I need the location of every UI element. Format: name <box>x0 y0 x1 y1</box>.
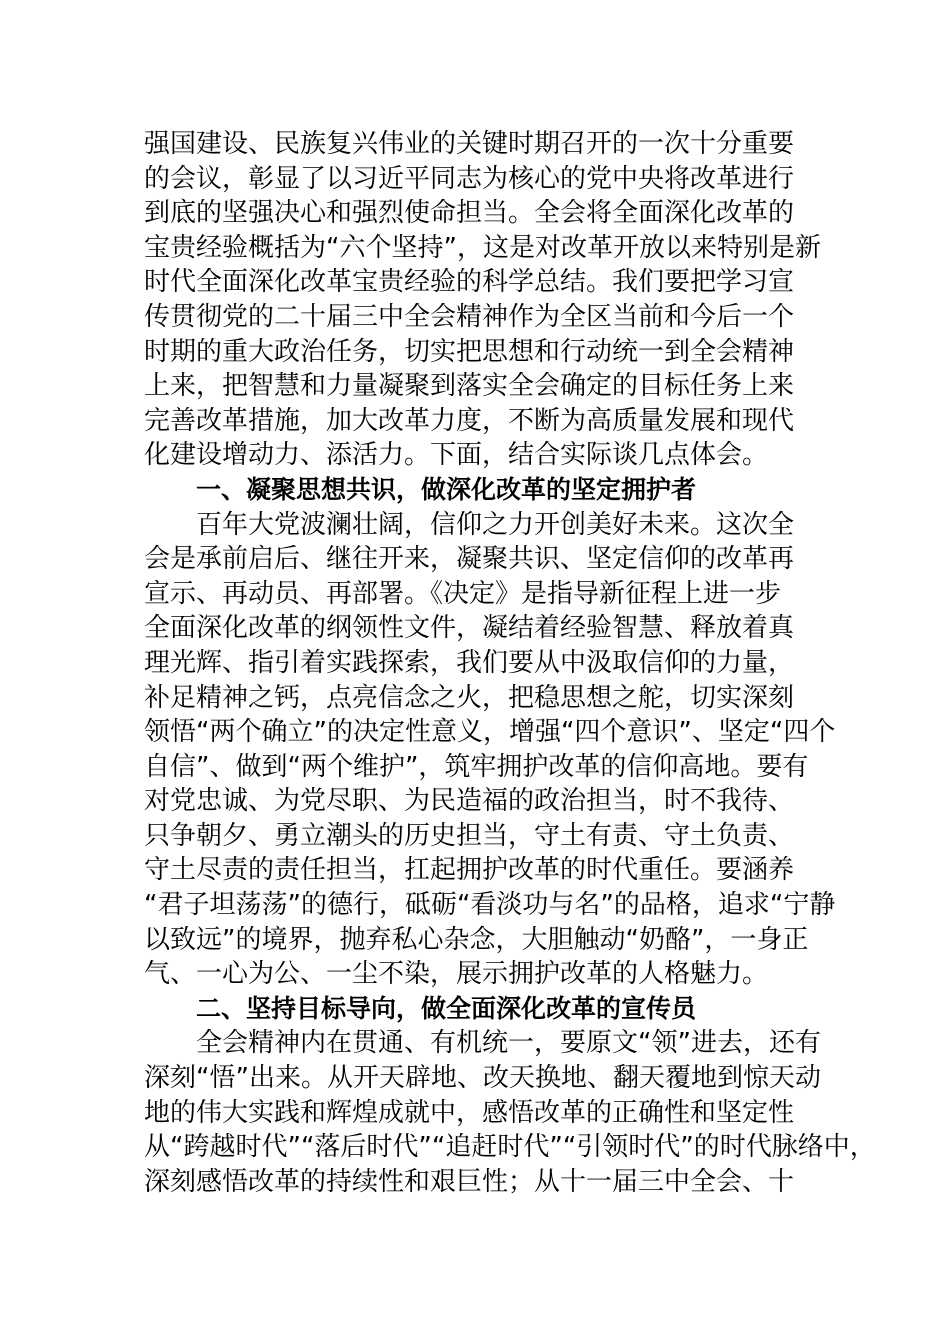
paragraph-first-line: 百年大党波澜壮阔，信仰之力开创美好未来。这次全 <box>196 509 795 540</box>
body-line: “君子坦荡荡”的德行，砥砺“看淡功与名”的品格，追求“宁静 <box>144 890 836 921</box>
body-line: 深刻“悟”出来。从开天辟地、改天换地、翻天覆地到惊天动 <box>144 1063 821 1094</box>
body-line: 上来，把智慧和力量凝聚到落实全会确定的目标任务上来 <box>144 371 795 402</box>
body-line: 完善改革措施，加大改革力度，不断为高质量发展和现代 <box>144 405 795 436</box>
body-line: 会是承前启后、继往开来，凝聚共识、坚定信仰的改革再 <box>144 544 795 575</box>
body-line: 时代全面深化改革宝贵经验的科学总结。我们要把学习宣 <box>144 267 795 298</box>
body-line: 化建设增动力、添活力。下面，结合实际谈几点体会。 <box>144 440 769 471</box>
body-line: 传贯彻党的二十届三中全会精神作为全区当前和今后一个 <box>144 301 795 332</box>
body-line: 自信”、做到“两个维护”，筑牢拥护改革的信仰高地。要有 <box>144 751 809 782</box>
body-line: 补足精神之钙，点亮信念之火，把稳思想之舵，切实深刻 <box>144 682 795 713</box>
body-line: 守土尽责的责任担当，扛起拥护改革的时代重任。要涵养 <box>144 855 795 886</box>
section-heading: 一、凝聚思想共识，做深化改革的坚定拥护者 <box>196 474 697 504</box>
body-line: 只争朝夕、勇立潮头的历史担当，守土有责、守土负责、 <box>144 820 795 851</box>
body-line: 到底的坚强决心和强烈使命担当。全会将全面深化改革的 <box>144 198 795 229</box>
body-line: 的会议，彰显了以习近平同志为核心的党中央将改革进行 <box>144 163 795 194</box>
body-line: 宣示、再动员、再部署。《决定》是指导新征程上进一步 <box>144 578 782 609</box>
body-line: 全面深化改革的纲领性文件，凝结着经验智慧、释放着真 <box>144 613 795 644</box>
body-line: 宝贵经验概括为“六个坚持”，这是对改革开放以来特别是新 <box>144 232 821 263</box>
body-line: 对党忠诚、为党尽职、为民造福的政治担当，时不我待、 <box>144 786 795 817</box>
section-heading: 二、坚持目标导向，做全面深化改革的宣传员 <box>196 993 697 1023</box>
body-line: 时期的重大政治任务，切实把思想和行动统一到全会精神 <box>144 336 795 367</box>
body-line: 气、一心为公、一尘不染，展示拥护改革的人格魅力。 <box>144 959 769 990</box>
body-line: 领悟“两个确立”的决定性意义，增强“四个意识”、坚定“四个 <box>144 717 836 748</box>
body-line: 地的伟大实践和辉煌成就中，感悟改革的正确性和坚定性 <box>144 1097 795 1128</box>
body-line: 强国建设、民族复兴伟业的关键时期召开的一次十分重要 <box>144 129 795 159</box>
body-line: 深刻感悟改革的持续性和艰巨性；从十一届三中全会、十 <box>144 1166 795 1197</box>
body-line: 理光辉、指引着实践探索，我们要从中汲取信仰的力量， <box>144 647 795 678</box>
body-line: 从“跨越时代”“落后时代”“追赶时代”“引领时代”的时代脉络中， <box>144 1132 876 1163</box>
body-line: 以致远”的境界，抛弃私心杂念，大胆触动“奶酪”，一身正 <box>144 924 809 955</box>
paragraph-first-line: 全会精神内在贯通、有机统一，要原文“领”进去，还有 <box>196 1028 821 1059</box>
document-body <box>144 127 876 1199</box>
